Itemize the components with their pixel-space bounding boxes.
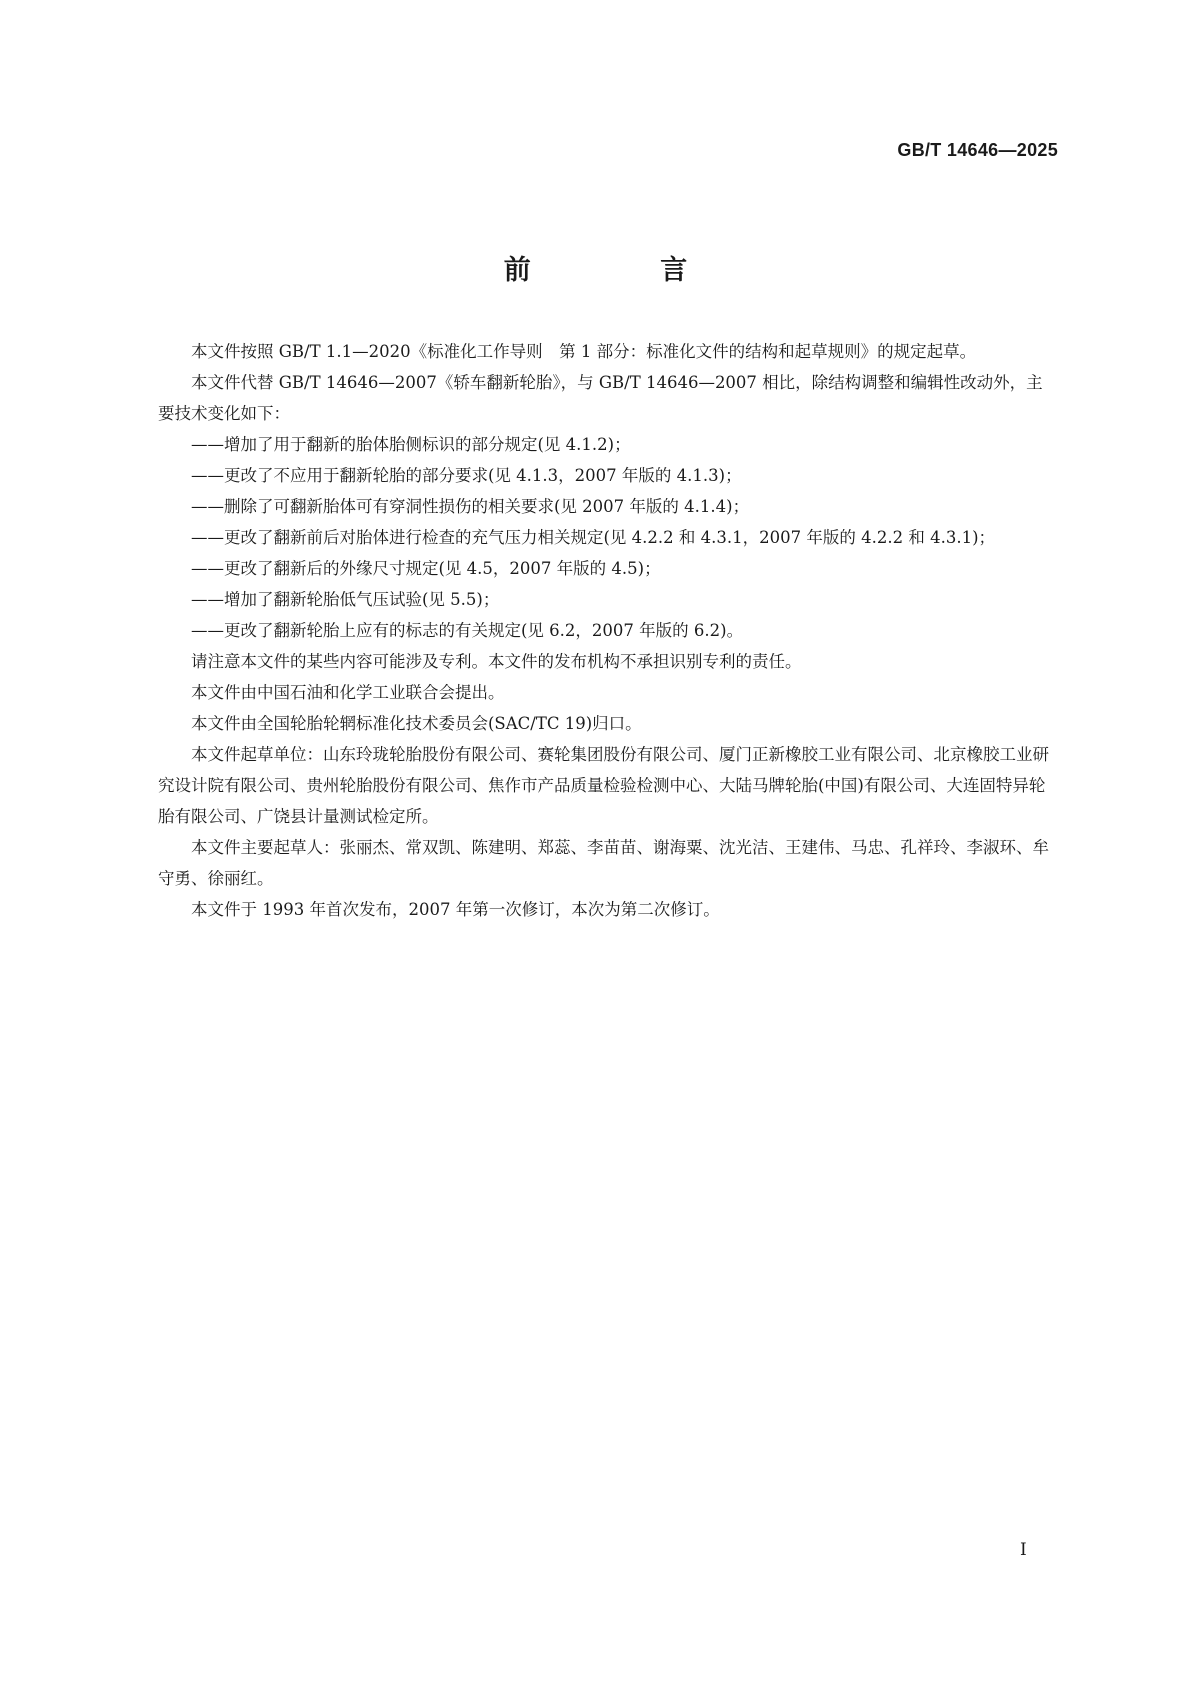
- change-list-item: ——更改了翻新轮胎上应有的标志的有关规定(见 6.2，2007 年版的 6.2)。: [191, 621, 744, 640]
- paragraph-replacement: 本文件代替 GB/T 14646—2007《轿车翻新轮胎》，与 GB/T 14646—2007 相比，除结构调整和编辑性改动外，主要技术变化如下：: [158, 373, 1043, 423]
- change-list-item: ——增加了用于翻新的胎体胎侧标识的部分规定(见 4.1.2)；: [191, 435, 631, 454]
- paragraph-patent-notice: 请注意本文件的某些内容可能涉及专利。本文件的发布机构不承担识别专利的责任。: [191, 652, 802, 671]
- paragraph-drafters: 本文件主要起草人：张丽杰、常双凯、陈建明、郑蕊、李苗苗、谢海粟、沈光洁、王建伟、马忠、孔祥玲、李淑环、牟守勇、徐丽红。: [158, 838, 1049, 888]
- change-list-item: ——增加了翻新轮胎低气压试验(见 5.5)；: [191, 590, 500, 609]
- change-list-item: ——更改了不应用于翻新轮胎的部分要求(见 4.1.3，2007 年版的 4.1.3)；: [191, 466, 742, 485]
- change-list-item: ——删除了可翻新胎体可有穿洞性损伤的相关要求(见 2007 年版的 4.1.4)；: [191, 497, 750, 516]
- paragraph-drafting-rules: 本文件按照 GB/T 1.1—2020《标准化工作导则 第 1 部分：标准化文件的结构和起草规则》的规定起草。: [191, 342, 977, 361]
- change-list-item: ——更改了翻新后的外缘尺寸规定(见 4.5，2007 年版的 4.5)；: [191, 559, 661, 578]
- page-number: I: [1020, 1540, 1027, 1560]
- change-list-item: ——更改了翻新前后对胎体进行检查的充气压力相关规定(见 4.2.2 和 4.3.1，2007 年版的 4.2.2 和 4.3.1)；: [191, 528, 996, 547]
- paragraph-administrator: 本文件由全国轮胎轮辋标准化技术委员会(SAC/TC 19)归口。: [191, 714, 642, 733]
- paragraph-publication-history: 本文件于 1993 年首次发布，2007 年第一次修订，本次为第二次修订。: [191, 900, 720, 919]
- standard-number: GB/T 14646—2025: [897, 140, 1058, 160]
- paragraph-proposer: 本文件由中国石油和化学工业联合会提出。: [191, 683, 505, 702]
- page-title: 前 言: [503, 255, 748, 286]
- foreword-body: [158, 336, 1058, 925]
- paragraph-drafting-units: 本文件起草单位：山东玲珑轮胎股份有限公司、赛轮集团股份有限公司、厦门正新橡胶工业有限公司、北京橡胶工业研究设计院有限公司、贵州轮胎股份有限公司、焦作市产品质量检验检测中心、大陆马牌轮胎(中国)有限公司、大连固特异轮胎有限公司、广饶县计量测试检定所。: [158, 745, 1049, 826]
